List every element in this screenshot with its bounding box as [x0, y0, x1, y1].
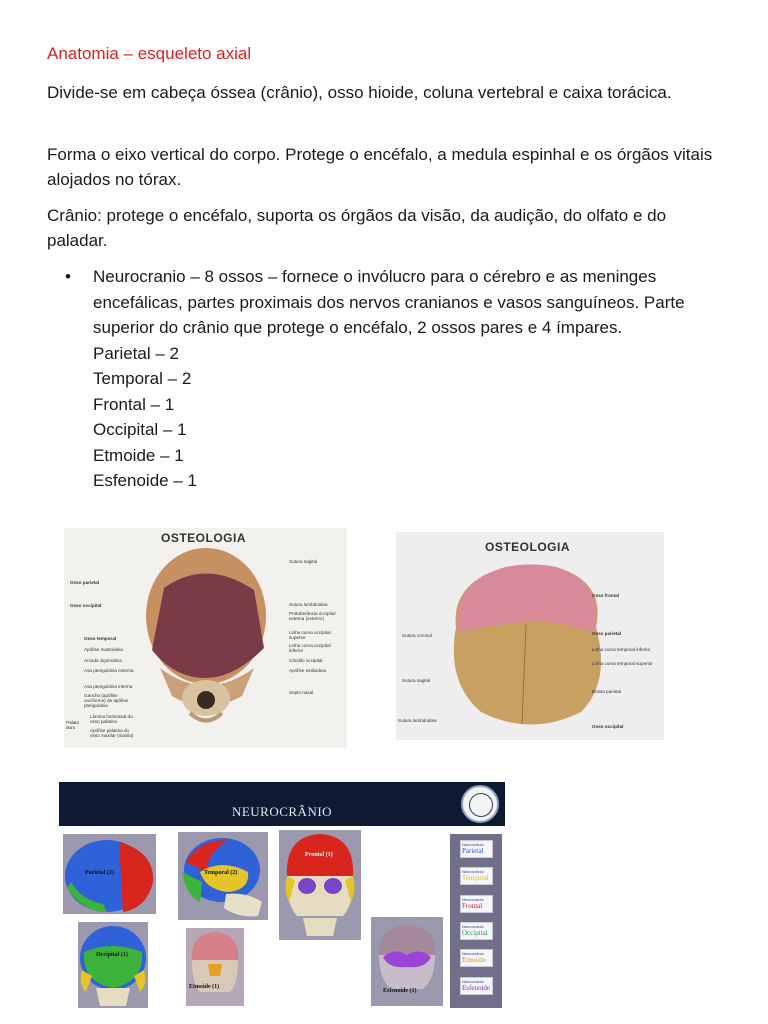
label-linha-curva-inferior: Linha curva occipital inferior — [289, 643, 331, 653]
tile-label: Frontal (1) — [305, 852, 333, 858]
legend-chip-esfenoide[interactable] — [460, 977, 493, 995]
bone-list — [93, 341, 723, 494]
bone-item: Occipital – 1 — [93, 420, 187, 439]
slide-header — [59, 782, 505, 826]
paragraph-cranium: Crânio: protege o encéfalo, suporta os órgãos da visão, da audição, do olfato e do paladar. — [47, 206, 667, 250]
document-title: Anatomia – esqueleto axial — [47, 44, 252, 63]
tile-label: Temporal (2) — [204, 870, 238, 876]
legend-chip-etmoide[interactable] — [460, 949, 493, 967]
paragraph-axial-skeleton: Divide-se em cabeça óssea (crânio), osso hioide, coluna vertebral e caixa torácica. — [47, 83, 672, 102]
legend-chip-parietal[interactable] — [460, 840, 493, 858]
label-bossa-parietal: Bossa parietal — [592, 689, 622, 694]
label-osso-frontal: Osso frontal — [592, 593, 620, 598]
chip-name: Occipital — [462, 929, 488, 937]
label-apofise-palatina: Apófise palatina do osso maxilar (maxila) — [90, 728, 134, 738]
neurocranium-slide — [59, 782, 505, 1012]
legend-chip-frontal[interactable] — [460, 895, 493, 913]
bone-item: Parietal – 2 — [93, 343, 179, 363]
legend-chip-occipital[interactable] — [460, 922, 493, 940]
label-sutura-lambdoidea: Sutura lambdoidea — [398, 718, 437, 723]
skull-superior-illustration — [396, 532, 664, 740]
tile-etmoide — [186, 928, 244, 1006]
figure-title: OSTEOLOGIA — [485, 540, 571, 554]
bullet-content — [93, 264, 723, 494]
legend-panel — [450, 834, 502, 1008]
label-septo-nasal: Septo nasal — [289, 690, 314, 695]
label-condilo-occipital: Côndilo occipital — [289, 658, 323, 663]
chip-name: Frontal — [462, 902, 483, 910]
bullet-marker: • — [65, 267, 71, 286]
osteology-figure-posterior — [64, 528, 347, 748]
bone-item: Esfenoide – 1 — [93, 471, 197, 490]
tile-label: Etmoide (1) — [189, 984, 220, 990]
tile-esfenoide — [371, 917, 443, 1006]
slide-title: NEUROCRÂNIO — [231, 804, 333, 819]
frontal-skull-icon — [279, 830, 361, 940]
label-osso-parietal: Osso parietal — [592, 631, 622, 636]
bone-item: Frontal – 1 — [93, 394, 175, 414]
label-apofise-estiloideia: Apófise estiloideia — [289, 668, 327, 673]
label-lamina-horizontal: Lâmina horizontal do osso palatino — [90, 714, 133, 724]
label-asa-pterigoideia-interna: Asa pterigoideia interna — [84, 684, 133, 689]
chip-name: Esfenoide — [462, 984, 490, 992]
chip-caption: Neurocrânio — [462, 897, 484, 902]
paragraph-body-axis: Forma o eixo vertical do corpo. Protege o encéfalo, a medula espinhal e os órgãos vitais alojados no tórax. — [47, 145, 713, 189]
tile-label: Occipital (1) — [96, 952, 128, 958]
chip-caption: Neurocrânio — [462, 924, 484, 929]
label-arcada-zigomatica: Arcada zigomática — [84, 658, 122, 663]
label-sutura-lambdoidea: Sutura lambdoidea — [289, 602, 328, 607]
label-linha-temporal-inferior: Linha curva temporal inferior — [592, 647, 651, 652]
label-apofise-mastoideia: Apófise mastoideia — [84, 647, 123, 652]
tile-temporal — [178, 832, 268, 920]
bullet-text: Neurocranio – 8 ossos – fornece o invólucro para o cérebro e as meninges encefálicas, partes proximais dos nervos cranianos e vasos sanguíneos. Parte superior do crânio que protege o encéfalo, 2 ossos pares e 4 ímpares. — [93, 267, 685, 337]
etmoide-skull-icon — [186, 928, 244, 1006]
chip-name: Etmoide — [462, 956, 486, 964]
label-osso-parietal: Osso parietal — [70, 580, 100, 585]
bone-item: Temporal – 2 — [93, 369, 192, 388]
label-osso-occipital: Osso occipital — [592, 724, 624, 729]
tile-parietal — [63, 834, 156, 914]
label-linha-curva-superior: Linha curva occipital superior — [289, 630, 331, 640]
occipital-skull-icon — [78, 922, 148, 1008]
legend-chip-temporal[interactable] — [460, 867, 493, 885]
chip-caption: Neurocrânio — [462, 951, 484, 956]
chip-caption: Neurocrânio — [462, 869, 484, 874]
chip-name: Parietal — [462, 847, 484, 855]
bone-item: Etmoide – 1 — [93, 445, 184, 465]
label-sutura-sagital: Sutura sagital — [402, 678, 431, 683]
chip-name: Temporal — [462, 874, 489, 882]
label-protuberancia: Protuberância occipital externa (externo) — [289, 611, 336, 621]
figure-title: OSTEOLOGIA — [161, 531, 247, 545]
chip-caption: Neurocrânio — [462, 842, 484, 847]
tile-frontal — [279, 830, 361, 940]
tile-occipital — [78, 922, 148, 1008]
label-gancho: Gancho (apófise unciforme) da apófise pterigoideia — [84, 693, 129, 708]
label-osso-occipital: Osso occipital — [70, 603, 102, 608]
label-sutura-coronal: Sutura coronal — [402, 633, 432, 638]
temporal-skull-icon — [178, 832, 268, 920]
tile-label: Parietal (2) — [85, 870, 114, 876]
label-sutura-sagital: Sutura sagital — [289, 559, 318, 564]
tile-label: Esfenoide (1) — [383, 988, 417, 994]
label-osso-temporal: Osso temporal — [84, 636, 117, 641]
label-linha-temporal-superior: Linha curva temporal superior — [592, 661, 653, 666]
label-palato-duro: Palato duro — [66, 720, 80, 730]
chip-caption: Neurocrânio — [462, 979, 484, 984]
university-seal-icon — [461, 785, 499, 823]
osteology-figure-superior — [396, 532, 664, 740]
label-asa-pterigoideia-externa: Asa pterigoideia externa — [84, 668, 134, 673]
